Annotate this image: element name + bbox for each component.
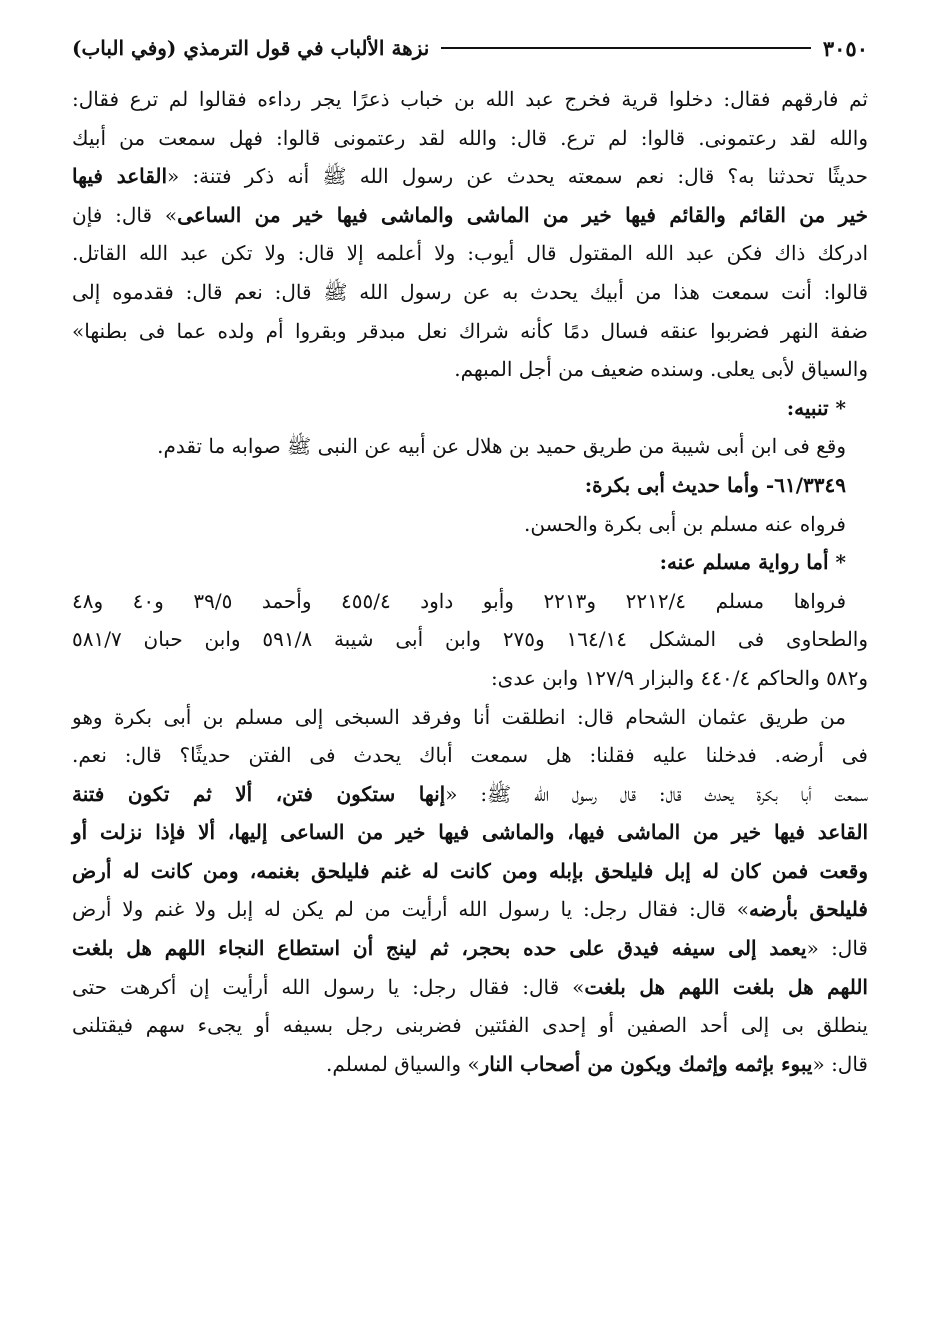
text-segment: سمعت أبا بكرة يحدث قال: قال رسول الله ﷺ: « bbox=[445, 781, 869, 806]
sub-heading-text: أما رواية مسلم عنه: bbox=[659, 550, 829, 575]
text-line bbox=[72, 196, 868, 235]
text-line bbox=[72, 813, 868, 852]
text-segment: والسياق لأبى يعلى. وسنده ضعيف من أجل المبهم. bbox=[454, 357, 868, 382]
text-segment: حديثًا تحدثنا به؟ قال: نعم سمعته يحدث عن رسول الله ﷺ أنه ذكر فتنة: « bbox=[167, 164, 868, 189]
bold-quote-segment: إنها ستكون فتن، ألا ثم تكون فتنة bbox=[72, 781, 446, 806]
text-segment: » قال: فقال رجل: يا رسول الله أرأيت إن أكرهت حتى bbox=[72, 974, 585, 999]
text-segment: والله لقد رعتمونى. قالوا: لم ترع. قال: والله لقد رعتمونى قالوا: فهل سمعت من أبيك bbox=[72, 125, 868, 150]
bold-quote-segment: يبوء بإثمه وإثمك ويكون من أصحاب النار bbox=[479, 1051, 813, 1076]
page-number: ٣٠٥٠ bbox=[822, 35, 868, 61]
section-heading: ٦١/٣٣٤٩- وأما حديث أبى بكرة: bbox=[584, 472, 846, 497]
text-line bbox=[72, 698, 868, 737]
text-segment: » قال: فقال رجل: يا رسول الله أرأيت من لم يكن له إبل ولا غنم ولا أرض bbox=[72, 897, 750, 922]
text-segment: ينطلق بى إلى أحد الصفين أو إحدى الفئتين فضربنى رجل بسيفه أو يجىء سهم فيقتلنى bbox=[72, 1013, 868, 1038]
star-marker: * bbox=[835, 550, 846, 575]
text-segment: فرواها مسلم ٢٢١٢/٤ و٢٢١٣ وأبو داود ٤٥٥/٤ وأحمد ٣٩/٥ و٤٠ و٤٨ bbox=[72, 588, 847, 613]
section-intro: فرواه عنه مسلم بن أبى بكرة والحسن. bbox=[524, 511, 846, 536]
running-header bbox=[72, 30, 868, 66]
text-line bbox=[72, 157, 868, 196]
bold-quote-segment: خير من القائم والقائم فيها خير من الماشى والماشى فيها خير من الساعى bbox=[177, 202, 869, 227]
text-segment: قالوا: أنت سمعت هذا من أبيك يحدث به عن رسول الله ﷺ قال: نعم قال: فقدموه إلى bbox=[72, 279, 868, 304]
note-heading bbox=[72, 389, 868, 428]
header-rule bbox=[441, 47, 811, 49]
note-text: وقع فى ابن أبى شيبة من طريق حميد بن هلال عن أبيه عن النبى ﷺ صوابه ما تقدم. bbox=[157, 434, 846, 459]
bold-quote-segment: القاعد فيها خير من الماشى فيها، والماشى فيها خير من الساعى إليها، ألا فإذا نزلت أو bbox=[72, 820, 868, 845]
text-line bbox=[72, 620, 868, 659]
text-segment: والطحاوى فى المشكل ١٦٤/١٤ و٢٧٥ وابن أبى شيبة ٥٩١/٨ وابن حبان ٥٨١/٧ bbox=[72, 627, 869, 652]
text-line bbox=[72, 929, 868, 968]
note-heading-text: تنبيه: bbox=[786, 395, 829, 420]
text-line bbox=[72, 273, 868, 312]
text-segment: ثم فارقهم فقال: دخلوا قرية فخرج عبد الله بن خباب ذعرًا يجر رداءه فقالوا لم ترع فقال: bbox=[72, 87, 868, 111]
sources-paragraph bbox=[72, 582, 868, 698]
text-line bbox=[72, 1045, 868, 1084]
text-line bbox=[72, 582, 868, 621]
text-line bbox=[72, 736, 868, 775]
bold-quote-segment: اللهم هل بلغت اللهم هل بلغت bbox=[584, 974, 868, 999]
running-title: نزهة الألباب في قول الترمذي (وفي الباب) bbox=[72, 36, 430, 60]
bold-quote-segment: وقعت فمن كان له إبل فليلحق بإبله ومن كانت له غنم فليلحق بغنمه، ومن كانت له أرض bbox=[72, 858, 868, 883]
text-segment: فى أرضه. فدخلنا عليه فقلنا: هل سمعت أباك يحدث فى الفتن حديثًا؟ قال: نعم. bbox=[72, 743, 868, 768]
text-line bbox=[72, 659, 868, 698]
text-line bbox=[72, 775, 868, 814]
sub-heading bbox=[72, 543, 868, 582]
text-segment: » والسياق لمسلم. bbox=[326, 1051, 480, 1076]
text-line bbox=[72, 312, 868, 351]
text-segment: » قال: فإن bbox=[72, 202, 178, 227]
text-line bbox=[72, 890, 868, 929]
text-line bbox=[72, 1006, 868, 1045]
text-segment: من طريق عثمان الشحام قال: انطلقت أنا وفرقد السبخى إلى مسلم بن أبى بكرة وهو bbox=[72, 704, 846, 729]
hadith-paragraph bbox=[72, 698, 868, 1084]
text-line bbox=[72, 350, 868, 389]
text-line bbox=[72, 852, 868, 891]
text-line bbox=[72, 968, 868, 1007]
star-marker: * bbox=[835, 395, 846, 420]
paragraph-narration bbox=[72, 80, 868, 389]
text-line bbox=[72, 80, 868, 119]
bold-quote-segment: يعمد إلى سيفه فيدق على حده بحجر، ثم لينج أن استطاع النجاء اللهم هل بلغت bbox=[72, 936, 807, 961]
bold-quote-segment: فليلحق بأرضه bbox=[749, 897, 868, 922]
text-segment: و٥٨٢ والحاكم ٤٤٠/٤ والبزار ١٢٧/٩ وابن عدى: bbox=[490, 665, 868, 690]
text-segment: قال: « bbox=[806, 936, 868, 961]
text-line bbox=[72, 119, 868, 158]
page-body bbox=[72, 80, 868, 1083]
text-segment: ضفة النهر فضربوا عنقه فسال دمًا كأنه شراك نعل مبدقر وبقروا أم ولده عما فى بطنها» bbox=[72, 318, 868, 343]
text-segment: ادركك ذاك فكن عبد الله المقتول قال أيوب: ولا أعلمه إلا قال: ولا تكن عبد الله القاتل. bbox=[72, 241, 868, 266]
bold-quote-segment: القاعد فيها bbox=[72, 164, 167, 189]
text-line bbox=[72, 234, 868, 273]
text-segment: قال: « bbox=[812, 1051, 868, 1076]
